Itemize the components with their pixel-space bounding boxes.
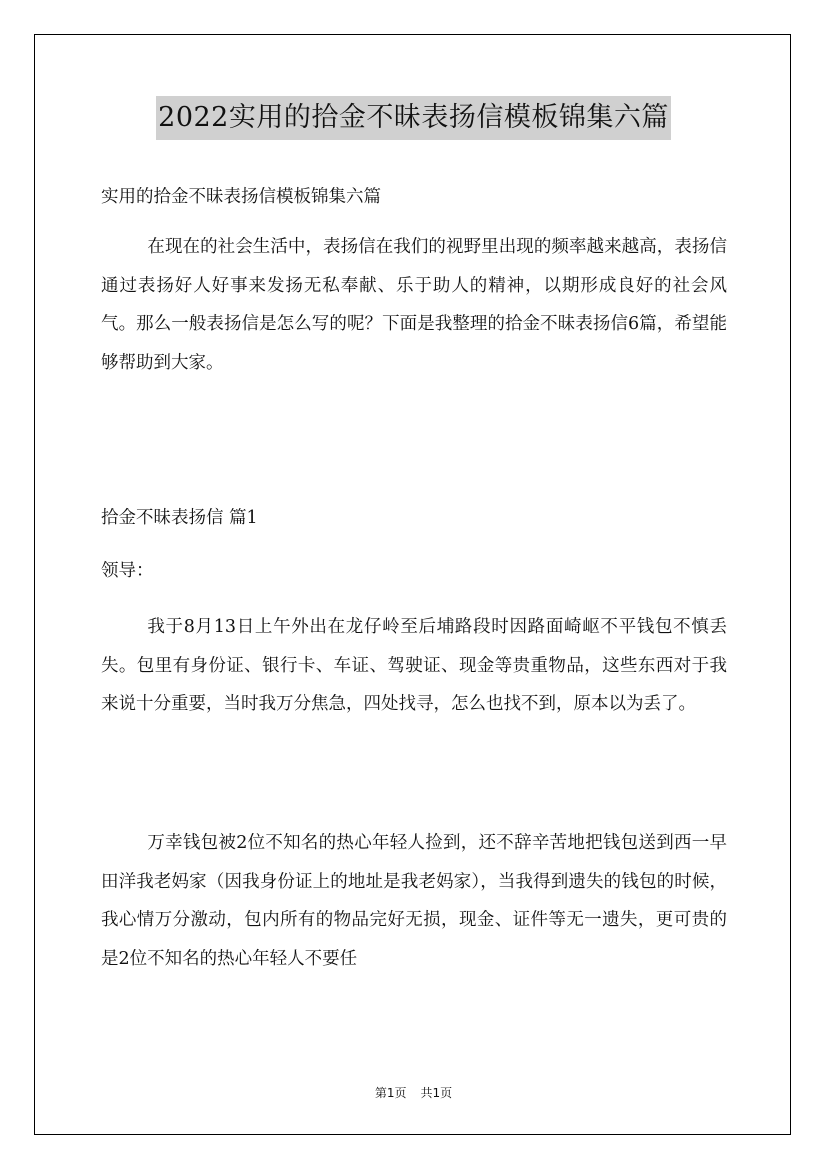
- body-paragraph-1: 我于8月13日上午外出在龙仔岭至后埔路段时因路面崎岖不平钱包不慎丢失。包里有身份证、银行卡、车证、驾驶证、现金等贵重物品，这些东西对于我来说十分重要，当时我万分焦急，四处找寻，怎么也找不到，原本以为丢了。: [101, 617, 727, 714]
- page-footer: [0, 1084, 827, 1101]
- body-paragraph-2: 万幸钱包被2位不知名的热心年轻人捡到，还不辞辛苦地把钱包送到西一早田洋我老妈家（因我身份证上的地址是我老妈家），当我得到遗失的钱包的时候，我心情万分激动，包内所有的物品完好无损，现金、证件等无一遗失，更可贵的是2位不知名的热心年轻人不要任: [101, 833, 727, 969]
- salutation: 领导：: [101, 561, 154, 581]
- page-total: 共1页: [420, 1086, 453, 1100]
- intro-paragraph: 在现在的社会生活中，表扬信在我们的视野里出现的频率越来越高，表扬信通过表扬好人好事来发扬无私奉献、乐于助人的精神，以期形成良好的社会风气。那么一般表扬信是怎么写的呢？下面是我整理的拾金不昧表扬信6篇，希望能够帮助到大家。: [101, 237, 727, 373]
- page-number: 第1页: [374, 1086, 407, 1100]
- title-container: [0, 96, 827, 140]
- subtitle: 实用的拾金不昧表扬信模板锦集六篇: [101, 187, 381, 207]
- document-title: 2022实用的拾金不昧表扬信模板锦集六篇: [156, 96, 671, 140]
- section-heading: 拾金不昧表扬信 篇1: [101, 508, 258, 528]
